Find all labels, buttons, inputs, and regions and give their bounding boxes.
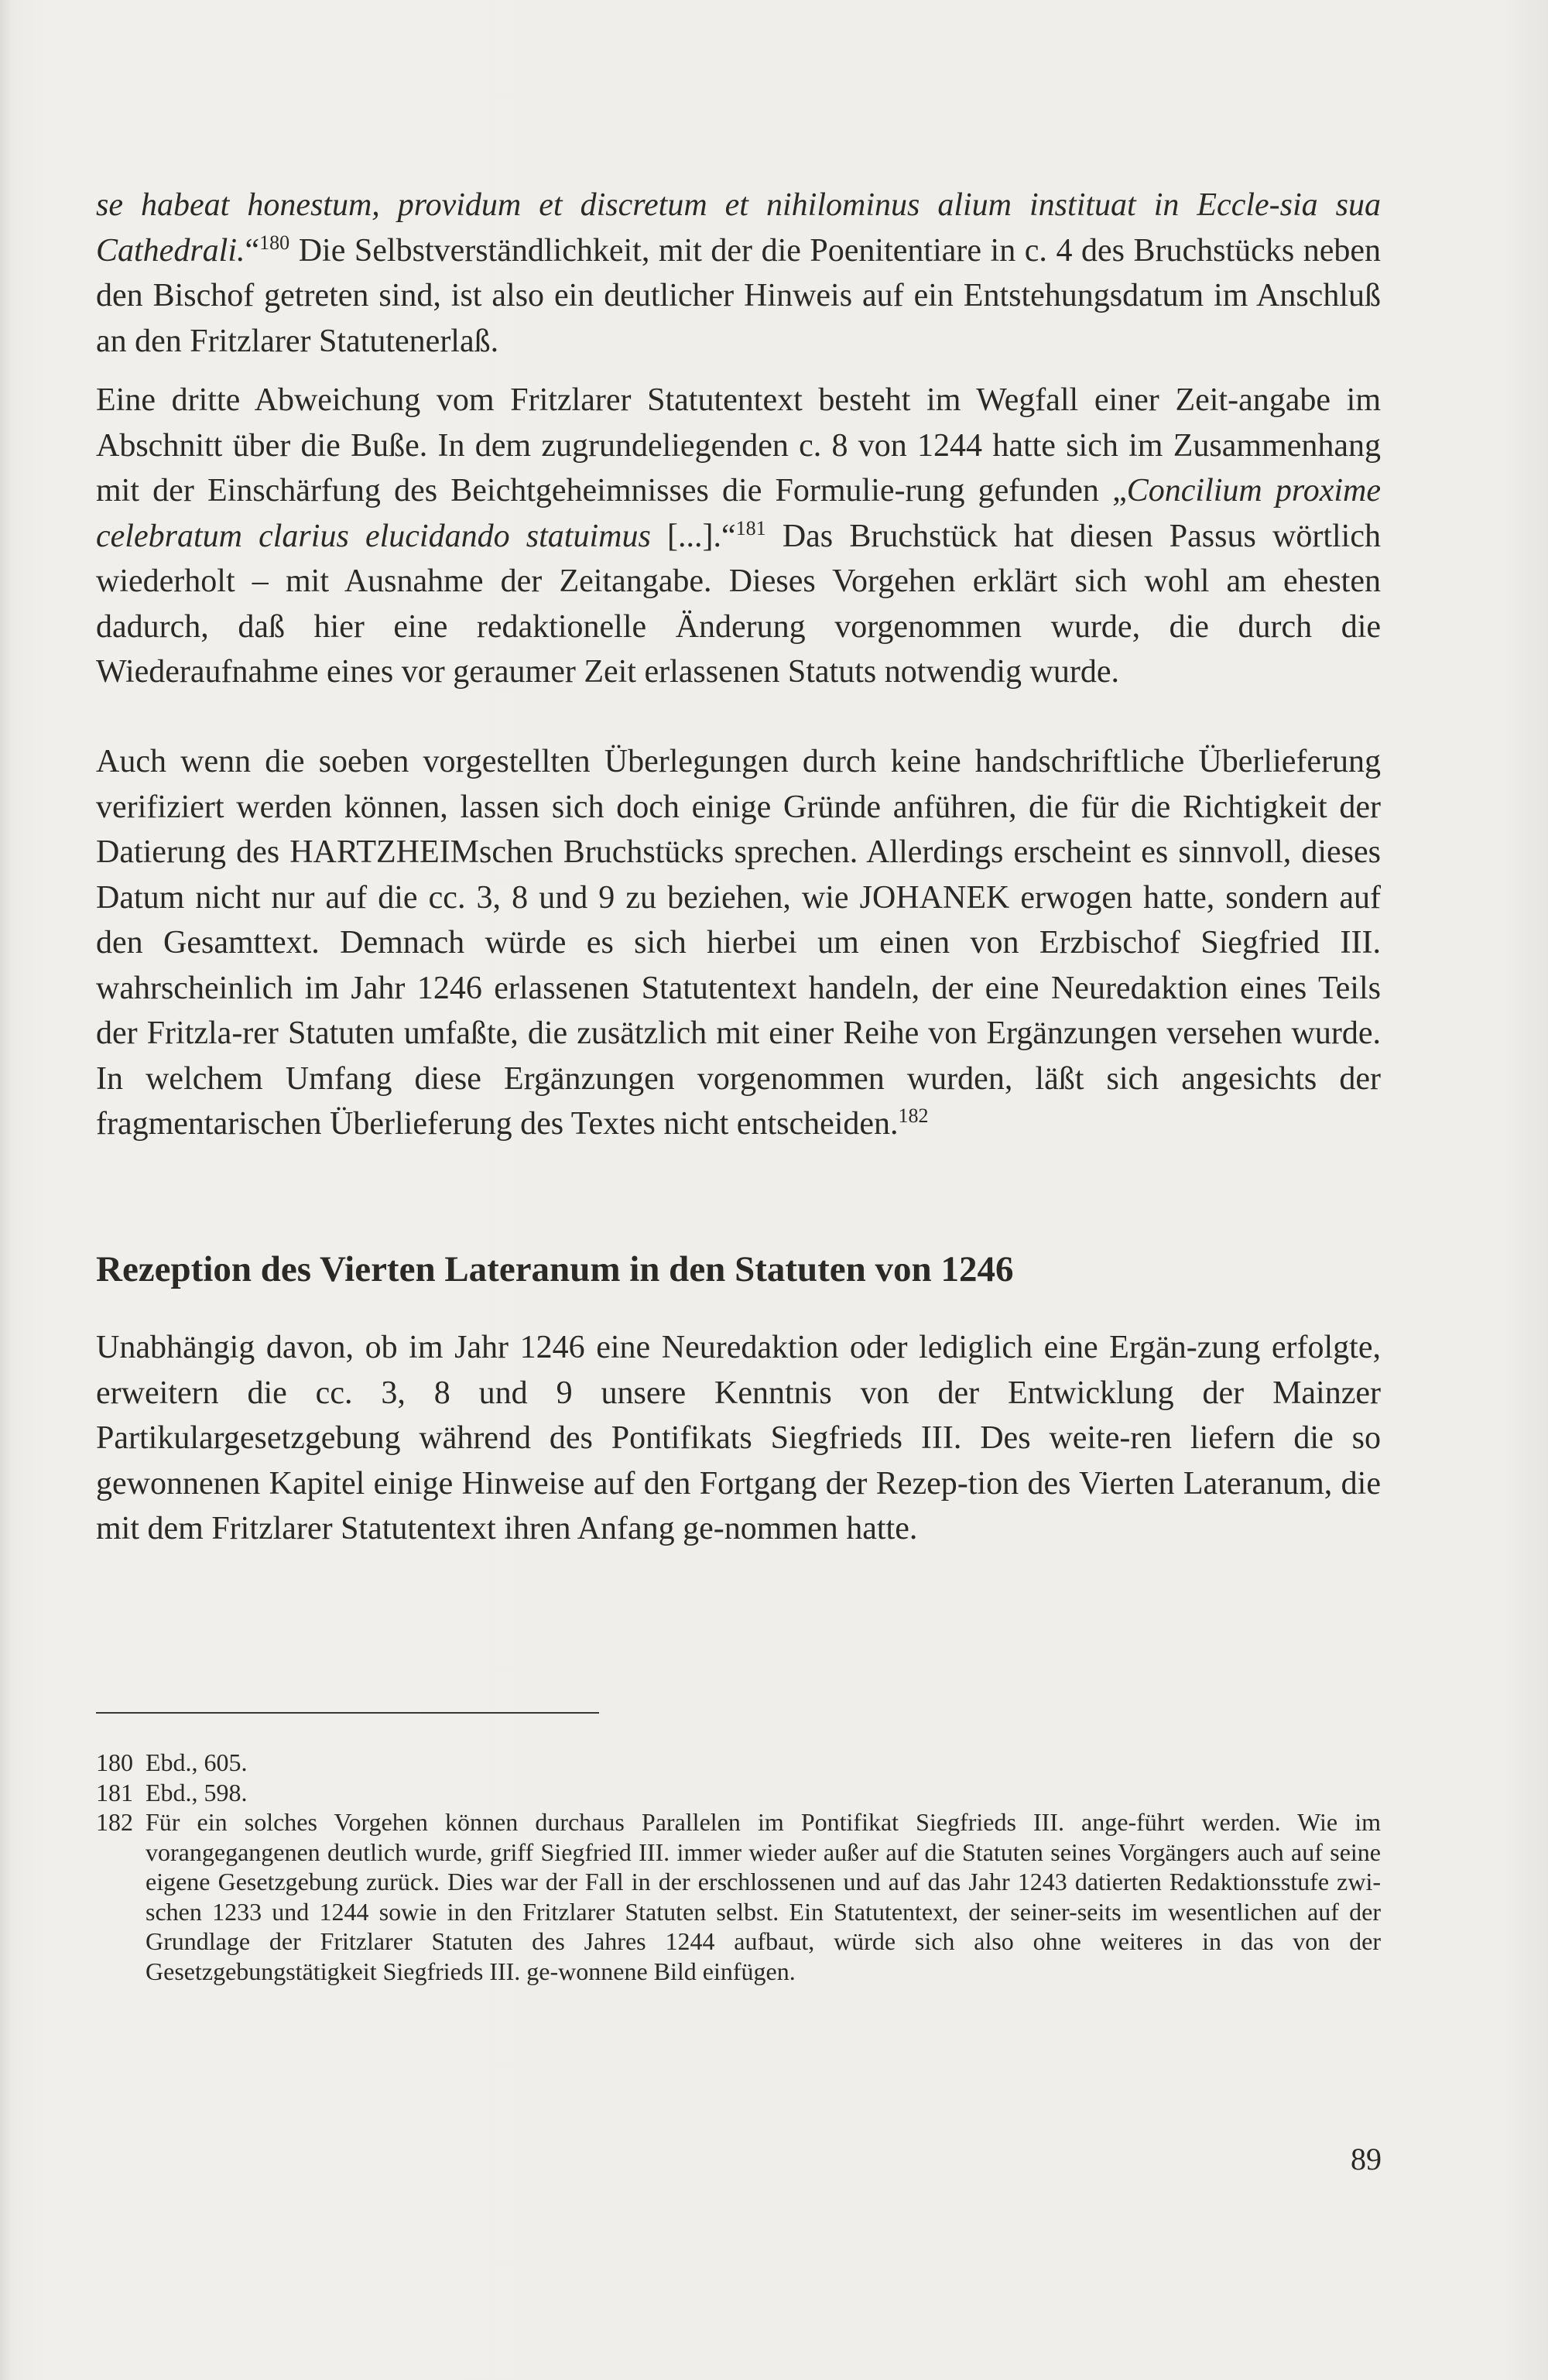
paragraph-1 xyxy=(96,183,1381,364)
footnote-182 xyxy=(96,1807,1381,1986)
footnote-number: 180 xyxy=(96,1748,133,1776)
paragraph-text: Unabhängig davon, ob im Jahr 1246 eine Neuredaktion oder lediglich eine Ergän-zung erfolgte, erweitern die cc. 3, 8 und 9 unsere Kenntnis von der Entwicklung der Mainzer Partikulargesetzgebung während des Pontifikats Siegfrieds III. Des weite-ren liefern die so gewonnenen Kapitel einige Hinweise auf den Fortgang der Rezep-tion des Vierten Lateranum, die mit dem Fritzlarer Statutentext ihren Anfang ge-nommen hatte. xyxy=(96,1330,1381,1546)
latin-quote: se habeat honestum, providum et discretum et nihilominus alium instituat in Eccle-sia sua Cathedrali. xyxy=(96,187,1381,269)
footnote-text: Ebd., 605. xyxy=(146,1748,248,1776)
paragraph-4 xyxy=(96,1325,1381,1552)
footnote-text: Ebd., 598. xyxy=(146,1778,248,1806)
footnote-180 xyxy=(96,1748,1381,1778)
quote-close: “ xyxy=(245,232,260,269)
paragraph-3 xyxy=(96,739,1381,1147)
latin-quote: Concilium proxime celebratum clarius elucidando statuimus xyxy=(96,473,1382,554)
footnote-ref-182[interactable]: 182 xyxy=(898,1104,929,1127)
footnote-number: 182 xyxy=(96,1808,133,1836)
footnote-number: 181 xyxy=(96,1778,133,1806)
page-number: 89 xyxy=(1351,2142,1382,2176)
footnote-divider xyxy=(96,1712,599,1714)
footnote-181 xyxy=(96,1778,1381,1808)
footnote-ref-181[interactable]: 181 xyxy=(735,516,766,539)
footnotes xyxy=(96,1748,1381,1986)
footnote-text: Für ein solches Vorgehen können durchaus Parallelen im Pontifikat Siegfrieds III. ange-führt werden. Wie im vorangegangenen deutlich wurde, griff Siegfried III. immer wieder außer auf die Statuten seines Vorgängers auch auf seine eigene Gesetzgebung zurück. Dies war der Fall in der erschlossenen und auf das Jahr 1243 datierten Redaktionsstufe zwi-schen 1233 und 1244 sowie in den Fritzlarer Statuten selbst. Ein Statutentext, der seiner-seits im wesentlichen auf der Grundlage der Fritzlarer Statuten des Jahres 1244 aufbaut, würde sich also ohne weiteres in das von der Gesetzgebungstätigkeit Siegfrieds III. ge-wonnene Bild einfügen. xyxy=(146,1808,1381,1985)
paragraph-2 xyxy=(96,378,1381,695)
paragraph-text: Die Selbstverständlichkeit, mit der die Poenitentiare in c. 4 des Bruchstücks neben den Bischof getreten sind, ist also ein deutlicher Hinweis auf ein Entstehungsdatum im Anschluß an den Fritzlarer Statutenerlaß. xyxy=(96,232,1381,359)
section-heading: Rezeption des Vierten Lateranum in den Statuten von 1246 xyxy=(96,1249,1014,1289)
paragraph-text: Auch wenn die soeben vorgestellten Überlegungen durch keine handschriftliche Überlieferung verifiziert werden können, lassen sich doch einige Gründe anführen, die für die Richtigkeit der Datierung des HARTZHEIMschen Bruchstücks sprechen. Allerdings erscheint es sinnvoll, dieses Datum nicht nur auf die cc. 3, 8 und 9 zu beziehen, wie JOHANEK erwogen hatte, sondern auf den Gesamttext. Demnach würde es sich hierbei um einen von Erzbischof Siegfried III. wahrscheinlich im Jahr 1246 erlassenen Statutentext handeln, der eine Neuredaktion eines Teils der Fritzla-rer Statuten umfaßte, die zusätzlich mit einer Reihe von Ergänzungen versehen wurde. In welchem Umfang diese Ergänzungen vorgenommen wurden, läßt sich angesichts der fragmentarischen Überlieferung des Textes nicht entscheiden. xyxy=(96,744,1381,1142)
paragraph-text: Eine dritte Abweichung vom Fritzlarer Statutentext besteht im Wegfall einer Zeit-angabe im Abschnitt über die Buße. In dem zugrundeliegenden c. 8 von 1244 hatte sich im Zusammenhang mit der Einschärfung des Beichtgeheimnisses die Formulie-rung gefunden „ xyxy=(96,382,1381,509)
ellipsis: [...].“ xyxy=(650,518,736,554)
paragraph-text: Das Bruchstück hat diesen Passus wörtlich wiederholt – mit Ausnahme der Zeitangabe. Dieses Vorgehen erklärt sich wohl am ehesten dadurch, daß hier eine redaktionelle Änderung vorgenommen wurde, die durch die Wiederaufnahme eines vor geraumer Zeit erlassenen Statuts notwendig wurde. xyxy=(96,518,1381,690)
footnote-ref-180[interactable]: 180 xyxy=(259,231,290,254)
